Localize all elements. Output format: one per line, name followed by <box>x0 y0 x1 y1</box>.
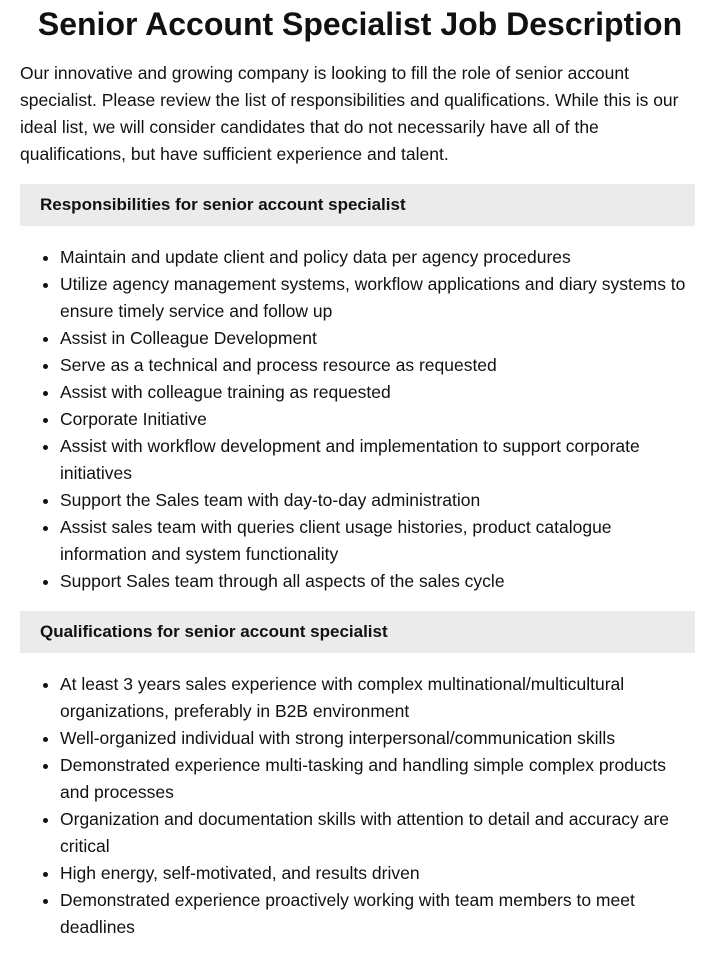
list-item: • Well-organized individual with strong interpersonal/communication skills <box>60 725 700 752</box>
responsibilities-heading: Responsibilities for senior account specialist <box>20 184 695 226</box>
list-item: • Assist with workflow development and implementation to support corporate initiatives <box>60 433 700 487</box>
list-item: • Utilize agency management systems, workflow applications and diary systems to ensure timely service and follow up <box>60 271 700 325</box>
qualifications-heading: Qualifications for senior account specialist <box>20 611 695 653</box>
list-item: • At least 3 years sales experience with complex multinational/multicultural organizations, preferably in B2B environment <box>60 671 700 725</box>
list-item: • Assist sales team with queries client usage histories, product catalogue information and system functionality <box>60 514 700 568</box>
list-item: • Maintain and update client and policy data per agency procedures <box>60 244 700 271</box>
list-item: • Assist with colleague training as requested <box>60 379 700 406</box>
list-item: • Support Sales team through all aspects of the sales cycle <box>60 568 700 595</box>
list-item: • Assist in Colleague Development <box>60 325 700 352</box>
list-item: • Corporate Initiative <box>60 406 700 433</box>
qualifications-list <box>20 671 700 941</box>
page-title: Senior Account Specialist Job Description <box>37 6 683 42</box>
responsibilities-list <box>20 244 700 595</box>
list-item: • Organization and documentation skills with attention to detail and accuracy are critical <box>60 806 700 860</box>
list-item: • Demonstrated experience multi-tasking and handling simple complex products and processes <box>60 752 700 806</box>
intro-paragraph: Our innovative and growing company is looking to fill the role of senior account specialist. Please review the list of responsibilities and qualifications. While this is our ideal list, we will consider candidates that do not necessarily have all of the qualifications, but have sufficient experience and talent. <box>20 63 679 164</box>
list-item: • Serve as a technical and process resource as requested <box>60 352 700 379</box>
list-item: • Support the Sales team with day-to-day administration <box>60 487 700 514</box>
list-item: • Demonstrated experience proactively working with team members to meet deadlines <box>60 887 700 941</box>
list-item: • High energy, self-motivated, and results driven <box>60 860 700 887</box>
